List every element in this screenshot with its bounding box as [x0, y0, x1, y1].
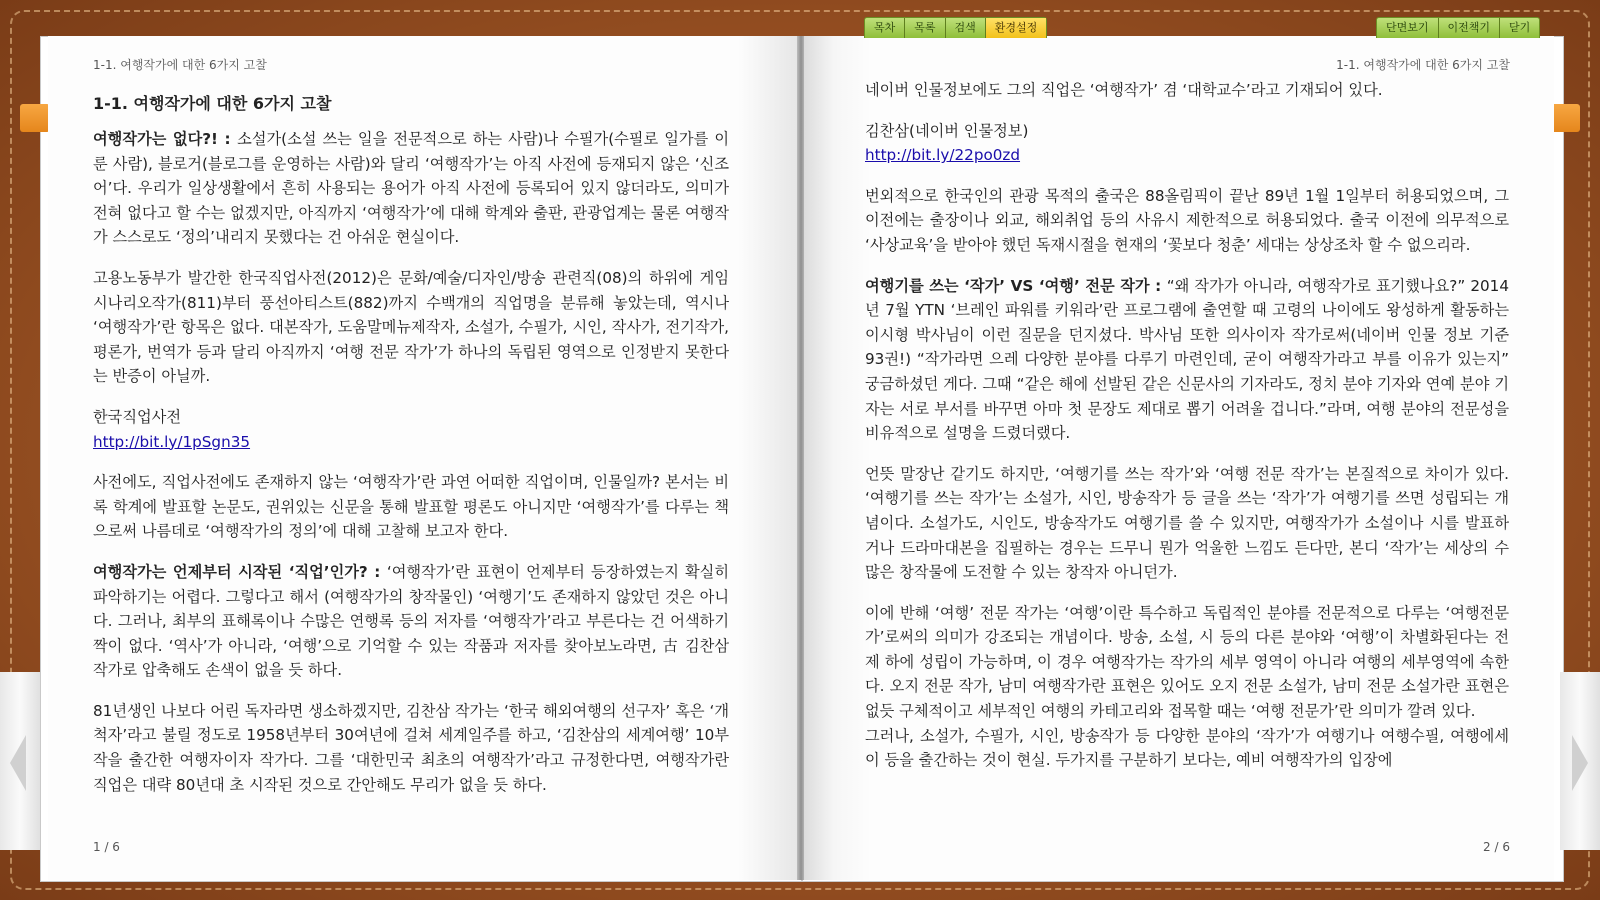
paragraph: 사전에도, 직업사전에도 존재하지 않는 ‘여행작가’란 과연 어떠한 직업이며, 인물일까? 본서는 비록 학계에 발표할 논문도, 권위있는 신문을 통해 발표할 평론도 아니지만 ‘여행작가’를 다루는 책으로써 나름데로 ‘여행작가의 정의’에 대해 고찰해 보고자 한다. [93, 473, 729, 541]
paragraph: 81년생인 나보다 어린 독자라면 생소하겠지만, 김찬삼 작가는 ‘한국 해외여행의 선구자’ 혹은 ‘개척자’라고 불릴 정도로 1958년부터 30여년에 걸쳐 세계일주를 하고, ‘김찬삼의 세계여행’ 10부작을 출간한 여행자이자 작가다. 그를 ‘대한민국 최초의 여행작가’라고 규정한다면, 여행작가란 직업은 대략 80년대 초 시작된 것으로 간안해도 무리가 없을 듯 하다. [93, 701, 729, 794]
next-page-arrow-icon[interactable] [1572, 735, 1588, 791]
paragraph: 이에 반해 ‘여행’ 전문 작가는 ‘여행’이란 특수하고 독립적인 분야를 전문적으로 다루는 ‘여행전문가’로써의 의미가 강조되는 개념이다. 방송, 소설, 시 등의 다른 분야와 ‘여행’이 차별화된다는 전제 하에 성립이 가능하며, 이 경우 여행작가는 작가의 세부 영역이 아니라 여행의 세부영역에 속한다. 오지 전문 작가, 남미 여행작가란 표현은 있어도 오지 전문 소설가, 남미 전문 소설가란 표현은 없듯 구체적이고 세부적인 여행의 카테고리와 접목할 때는 ‘여행 전문가’란 의미가 깔려 있다. [865, 603, 1509, 721]
page-number: 1 / 6 [93, 840, 120, 854]
left-page [48, 36, 798, 880]
page-number: 2 / 6 [1483, 840, 1510, 854]
left-bookmark-ribbon[interactable] [20, 104, 50, 132]
paragraph-text: “왜 작가가 아니라, 여행작가로 표기했나요?” 2014년 7월 YTN ‘브레인 파워를 키워라’란 프로그램에 출연할 때 고령의 나이에도 왕성하게 활동하는 이시형 박사님이 이런 질문을 던지셨다. 박사님 또한 의사이자 작가로써(네이버 인물 정보 기준 93권!) “작가라면 으레 다양한 분야를 다루기 마련인데, 굳이 여행작가라고 부를 이유가 있는지” 궁금하셨던 게다. 그때 “같은 해에 선발된 같은 신문사의 기자라도, 정치 분야 기자와 연예 분야 기자는 서로 부서를 바꾸면 아마 첫 문장도 제대로 뽑기 어려울 겁니다.”라며, 여행 분야의 전문성을 비유적으로 설명을 드렸더랬다. [865, 276, 1509, 443]
paragraph: 번외적으로 한국인의 관광 목적의 출국은 88올림픽이 끝난 89년 1월 1일부터 허용되었으며, 그 이전에는 출장이나 외교, 해외취업 등의 사유시 제한적으로 허용되었다. 출국 이전에 의무적으로 ‘사상교육’을 받아야 했던 독재시절을 현재의 ‘꽃보다 청춘’ 세대는 상상조차 할 수 없으리라. [865, 186, 1509, 254]
running-header: 1-1. 여행작가에 대한 6가지 고찰 [93, 58, 267, 72]
page-content [93, 86, 729, 813]
view-toolbar [1376, 17, 1540, 38]
paragraph-lead: 여행작가는 언제부터 시작된 ‘직업’인가? : [93, 562, 387, 581]
paragraph: 언뜻 말장난 같기도 하지만, ‘여행기를 쓰는 작가’와 ‘여행 전문 작가’는 본질적으로 차이가 있다. ‘여행기를 쓰는 작가’는 소설가, 시인, 방송작가 등 글을 쓰는 ‘작가’가 여행기를 쓰면 성립되는 개념이다. 소설가도, 시인도, 방송작가도 여행기를 쓸 수 있지만, 여행작가가 소설이나 시를 발표하거나 드라마대본을 집필하는 경우는 드무니 뭔가 억울한 느낌도 든다만, 본디 ‘작가’는 세상의 수많은 창작물에 도전할 수 있는 창작자 아니던가. [865, 464, 1509, 582]
running-header: 1-1. 여행작가에 대한 6가지 고찰 [1336, 58, 1510, 72]
reference-label: 한국직업사전 [93, 407, 182, 426]
paragraph: 네이버 인물정보에도 그의 직업은 ‘여행작가’ 겸 ‘대학교수’라고 기재되어 있다. [865, 81, 1383, 99]
toolbar-settings-button[interactable]: 환경설정 [986, 18, 1047, 38]
previous-book-button[interactable]: 이전책기 [1439, 18, 1501, 38]
paragraph [865, 274, 1509, 446]
paragraph [93, 560, 729, 683]
toolbar-search-button[interactable]: 검색 [946, 18, 986, 38]
single-page-view-button[interactable]: 단면보기 [1377, 18, 1439, 38]
main-toolbar [864, 17, 1047, 38]
right-page [804, 36, 1554, 880]
reference-block [93, 405, 729, 454]
paragraph: 그러나, 소설가, 수필가, 시인, 방송작가 등 다양한 분야의 ‘작가’가 여행기나 여행수필, 여행에세이 등을 출간하는 것이 현실. 두가지를 구분하기 보다는, 예비 여행작가의 입장에 [865, 726, 1509, 770]
paragraph [93, 127, 729, 250]
toolbar-toc-button[interactable]: 목차 [865, 18, 905, 38]
paragraph-lead: 여행기를 쓰는 ‘작가’ VS ‘여행’ 전문 작가 : [865, 276, 1167, 295]
paragraph: 고용노동부가 발간한 한국직업사전(2012)은 문화/예술/디자인/방송 관련직(08)의 하위에 게임시나리오작가(811)부터 풍선아티스트(882)까지 수백개의 직업명을 분류해 놓았는데, 역시나 ‘여행작가’란 항목은 없다. 대본작가, 도움말메뉴제작자, 소설가, 수필가, 시인, 작사가, 전기작가, 평론가, 번역가 등과 달리 아직까지 ‘여행 전문 작가’가 하나의 독립된 영역으로 인정받지 못한다는 반증이 아닐까. [93, 268, 729, 386]
paragraph-text: ‘여행작가’란 표현이 언제부터 등장하였는지 확실히 파악하기는 어렵다. 그렇다고 해서 (여행작가의 창작물인) ‘여행기’도 존재하지 않았던 것은 아니다. 그러나, 최부의 표해록이나 수많은 연행록 등의 저자를 ‘여행작가’라고 부른다는 건 어색하기 짝이 없다. ‘역사’가 아니라, ‘여행’으로 기억할 수 있는 작품과 저자를 찾아보노라면, 古 김찬삼 작가로 압축해도 손색이 없을 듯 하다. [93, 562, 730, 680]
close-button[interactable]: 닫기 [1509, 21, 1531, 34]
reference-link[interactable]: http://bit.ly/1pSgn35 [93, 432, 251, 451]
paragraph-lead: 여행작가는 없다?! : [93, 130, 238, 148]
section-title: 1-1. 여행작가에 대한 6가지 고찰 [93, 94, 332, 113]
toolbar-list-button[interactable]: 목록 [905, 18, 945, 38]
prev-page-arrow-icon[interactable] [10, 735, 26, 791]
reference-block [865, 119, 1509, 168]
right-bookmark-ribbon[interactable] [1550, 104, 1580, 132]
reference-label: 김찬삼(네이버 인물정보) [865, 121, 1029, 140]
reference-link[interactable]: http://bit.ly/22po0zd [865, 146, 1021, 165]
page-content [865, 78, 1509, 789]
paragraph-text: 소설가(소설 쓰는 일을 전문적으로 하는 사람)나 수필가(수필로 일가를 이룬 사람), 블로거(블로그를 운영하는 사람)와 달리 ‘여행작가’는 아직 사전에 등재되지 않은 ‘신조어’다. 우리가 일상생활에서 흔히 사용되는 용어가 아직 사전에 등록되어 있지 않더라도, 의미가 전혀 없다고 할 수는 없겠지만, 아직까지 ‘여행작가’에 대해 학계와 출판, 관광업계는 물론 여행작가 스스로도 ‘정의’내리지 못했다는 건 아쉬운 현실이다. [93, 130, 729, 247]
